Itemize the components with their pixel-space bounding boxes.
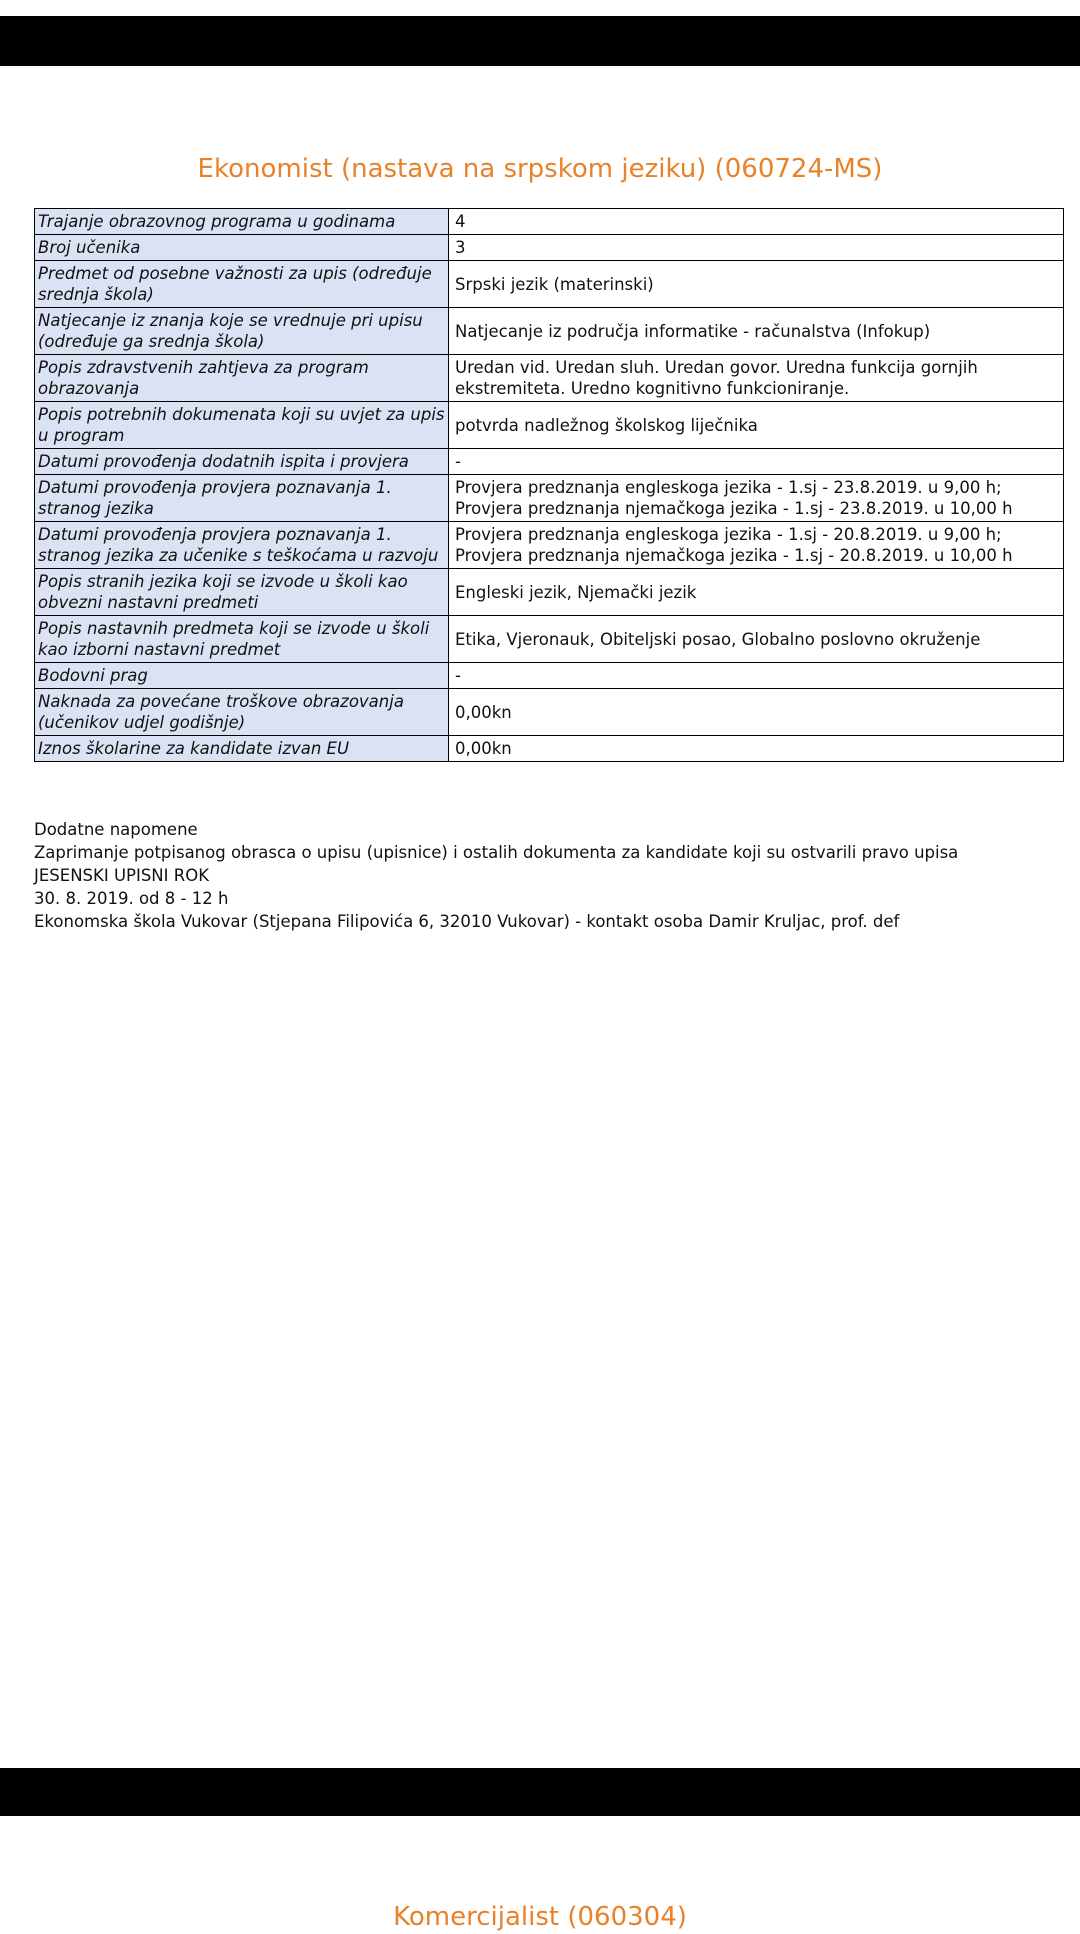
row-label: Datumi provođenja provjera poznavanja 1. stranog jezika (35, 475, 449, 522)
row-value: 0,00kn (449, 736, 1064, 762)
row-label: Trajanje obrazovnog programa u godinama (35, 209, 449, 235)
table-row (35, 616, 1064, 663)
page-separator-top (0, 16, 1080, 66)
row-label: Broj učenika (35, 235, 449, 261)
table-row (35, 308, 1064, 355)
row-label: Datumi provođenja dodatnih ispita i provjera (35, 449, 449, 475)
notes-heading: Dodatne napomene (34, 820, 198, 839)
row-value: - (449, 663, 1064, 689)
notes-line: Ekonomska škola Vukovar (Stjepana Filipovića 6, 32010 Vukovar) - kontakt osoba Damir Kruljac, prof. def (34, 912, 900, 931)
page-separator (0, 1768, 1080, 1816)
table-row (35, 449, 1064, 475)
row-value: 3 (449, 235, 1064, 261)
next-program-title: Komercijalist (060304) (393, 1902, 687, 1932)
notes-line: 30. 8. 2019. od 8 - 12 h (34, 889, 229, 908)
row-value: Uredan vid. Uredan sluh. Uredan govor. Uredna funkcija gornjih ekstremiteta. Uredno kognitivno funkcioniranje. (449, 355, 1064, 402)
table-row (35, 355, 1064, 402)
row-label: Popis stranih jezika koji se izvode u školi kao obvezni nastavni predmeti (35, 569, 449, 616)
table-row (35, 235, 1064, 261)
row-label: Popis potrebnih dokumenata koji su uvjet za upis u program (35, 402, 449, 449)
row-value-line: Provjera predznanja njemačkoga jezika - 1.sj - 23.8.2019. u 10,00 h (455, 499, 1013, 518)
row-label: Predmet od posebne važnosti za upis (određuje srednja škola) (35, 261, 449, 308)
document-page (0, 66, 1080, 1768)
table-row (35, 261, 1064, 308)
program-info-table (34, 208, 1064, 762)
row-value: Engleski jezik, Njemački jezik (449, 569, 1064, 616)
row-label: Iznos školarine za kandidate izvan EU (35, 736, 449, 762)
table-row (35, 522, 1064, 569)
row-value-line: Provjera predznanja engleskoga jezika - 1.sj - 23.8.2019. u 9,00 h; (455, 478, 1002, 497)
row-label: Bodovni prag (35, 663, 449, 689)
row-value: Etika, Vjeronauk, Obiteljski posao, Globalno poslovno okruženje (449, 616, 1064, 663)
row-label: Datumi provođenja provjera poznavanja 1. stranog jezika za učenike s teškoćama u razvoju (35, 522, 449, 569)
table-row (35, 402, 1064, 449)
table-row (35, 736, 1064, 762)
table-row (35, 689, 1064, 736)
program-title: Ekonomist (nastava na srpskom jeziku) (060724-MS) (197, 154, 883, 184)
row-value: 4 (449, 209, 1064, 235)
table-row (35, 569, 1064, 616)
row-value: Natjecanje iz područja informatike - računalstva (Infokup) (449, 308, 1064, 355)
row-value: Srpski jezik (materinski) (449, 261, 1064, 308)
row-label: Popis zdravstvenih zahtjeva za program obrazovanja (35, 355, 449, 402)
table-row (35, 475, 1064, 522)
table-row (35, 663, 1064, 689)
row-value: - (449, 449, 1064, 475)
additional-notes (34, 818, 1054, 933)
table-row (35, 209, 1064, 235)
row-label: Naknada za povećane troškove obrazovanja (učenikov udjel godišnje) (35, 689, 449, 736)
row-value: potvrda nadležnog školskog liječnika (449, 402, 1064, 449)
row-value (449, 475, 1064, 522)
row-label: Natjecanje iz znanja koje se vrednuje pri upisu (određuje ga srednja škola) (35, 308, 449, 355)
notes-line: Zaprimanje potpisanog obrasca o upisu (upisnice) i ostalih dokumenta za kandidate koji su ostvarili pravo upisa (34, 843, 959, 862)
row-value-line: Provjera predznanja njemačkoga jezika - 1.sj - 20.8.2019. u 10,00 h (455, 546, 1013, 565)
row-value: 0,00kn (449, 689, 1064, 736)
notes-line: JESENSKI UPISNI ROK (34, 866, 210, 885)
row-value (449, 522, 1064, 569)
row-label: Popis nastavnih predmeta koji se izvode u školi kao izborni nastavni predmet (35, 616, 449, 663)
row-value-line: Provjera predznanja engleskoga jezika - 1.sj - 20.8.2019. u 9,00 h; (455, 525, 1002, 544)
